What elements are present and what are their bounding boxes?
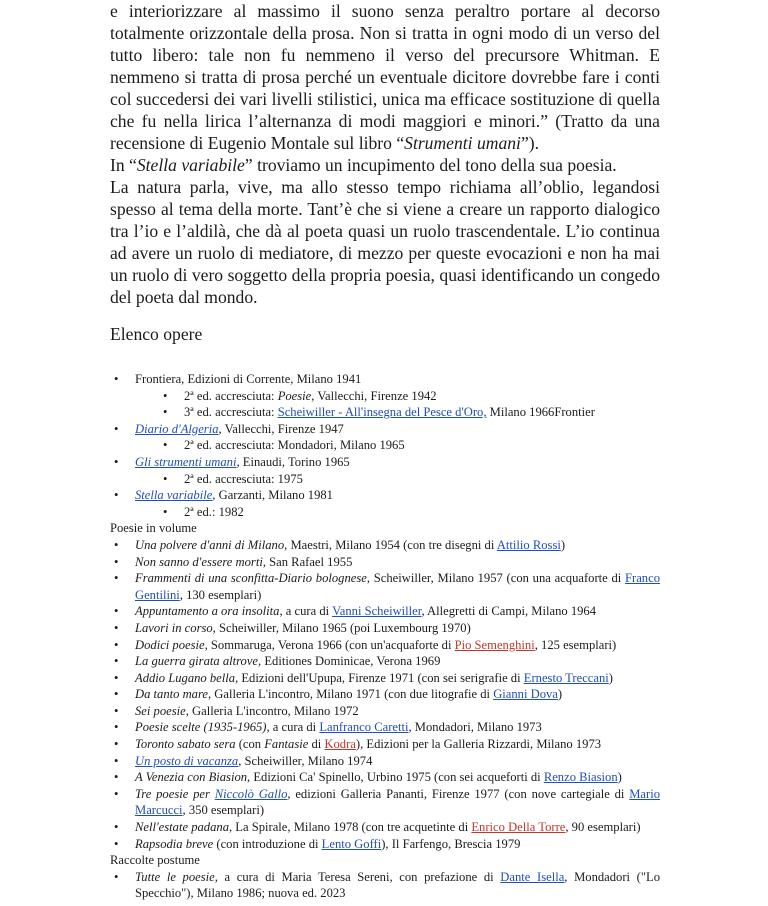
list-item [110, 686, 660, 703]
text: ), Edizioni per la Galleria Rizzardi, Milano 1973 [355, 737, 602, 752]
sub-list [135, 504, 660, 521]
list-item [110, 620, 660, 637]
list-item [110, 719, 660, 736]
postume-list [110, 869, 660, 902]
list-item [110, 753, 660, 770]
list-item [160, 388, 660, 405]
text: 2ª ed. accresciuta: [184, 388, 278, 403]
title: Dodici poesie [135, 637, 205, 652]
text: ) [617, 770, 622, 785]
text: In “ [110, 155, 137, 175]
book-title: Stella variabile [136, 155, 245, 175]
link-enrico-della-torre[interactable]: Enrico Della Torre [471, 820, 566, 835]
link-stella-variabile[interactable]: Stella variabile [135, 488, 213, 503]
sub-list [135, 388, 660, 421]
title: A Venezia con Biasion [135, 770, 248, 785]
list-item [110, 869, 660, 902]
sub-list [135, 471, 660, 488]
text: ) [608, 670, 613, 685]
list-item [110, 537, 660, 554]
sub-list [135, 437, 660, 454]
body-text [110, 0, 660, 308]
text: , Scheiwiller, Milano 1965 (poi Luxembourg 1970) [212, 620, 471, 635]
text: Milano 1966Frontier [486, 405, 595, 420]
text: ), Il Farfengo, Brescia 1979 [381, 836, 521, 851]
book-title: Strumenti umani [404, 133, 521, 153]
text: , Mondadori, Milano 1973 [408, 720, 542, 735]
text: a cura di Maria Teresa Sereni, con prefazione di [217, 869, 501, 884]
link-dante-isella[interactable]: Dante Isella [500, 869, 565, 884]
title: Fantasie [264, 737, 309, 752]
link-strumenti-umani[interactable]: Gli strumenti umani [135, 454, 237, 469]
list-item [110, 703, 660, 720]
link-vanni-scheiwiller[interactable]: Vanni Scheiwiller [332, 604, 422, 619]
text: , 125 esemplari) [534, 637, 617, 652]
text: , Garzanti, Milano 1981 [212, 488, 333, 503]
text: Frontiera, Edizioni di Corrente, Milano 1941 [135, 372, 362, 386]
list-item [110, 570, 660, 603]
paragraph-stella [110, 154, 660, 176]
text: , Galleria L'incontro, Milano 1972 [185, 703, 359, 718]
title: Appuntamento a ora insolita [135, 604, 280, 619]
text: , 90 esemplari) [565, 820, 641, 835]
list-item [110, 653, 660, 670]
title: Poesie [277, 388, 312, 403]
title: Sei poesie [135, 703, 186, 718]
title: Non sanno d'essere morti [135, 554, 263, 569]
list-item [110, 487, 660, 520]
list-item [110, 819, 660, 836]
paragraph-natura: La natura parla, vive, ma allo stesso tempo richiama all’oblio, legandosi spesso al tema della morte. Tant’è che si viene a creare un rapporto dialogico tra l’io e l’aldilà, che dà al poeta quasi un ruolo trascendentale. L’io continua ad avere un ruolo di mediatore, di mezzo per queste evocazioni e non ha mai un ruolo di vero soggetto della propria poesia, quasi identificando un congedo del poeta dal mondo. [110, 177, 660, 307]
text: , Vallecchi, Firenze 1942 [311, 388, 437, 403]
list-item [110, 454, 660, 487]
link-lanfranco-caretti[interactable]: Lanfranco Caretti [319, 720, 409, 735]
text: , a cura di [279, 604, 333, 619]
title: Rapsodia breve [135, 836, 214, 851]
list-item [160, 404, 660, 421]
list-item: • 2ª ed. accresciuta: Mondadori, Milano 1965 [160, 437, 660, 454]
text: , a cura di [266, 720, 320, 735]
text: , 350 esemplari) [182, 803, 265, 818]
text: (con introduzione di [213, 836, 322, 851]
document-page [110, 0, 660, 902]
list-item [110, 603, 660, 620]
paragraph-montale-quote [110, 0, 660, 154]
list-item [110, 554, 660, 571]
text: , Vallecchi, Firenze 1947 [218, 421, 344, 436]
section-title-postume: Raccolte postume [110, 853, 200, 868]
text: , Mondadori ("Lo Specchio"), Milano 1986; nuova ed. 2023 [135, 869, 660, 901]
list-item [110, 786, 660, 819]
list-item: • 2ª ed. accresciuta: 1975 [160, 471, 660, 488]
title: Da tanto mare [135, 687, 208, 702]
text: , Scheiwiller, Milano 1957 (con una acquaforte di [366, 571, 626, 586]
link-ernesto-treccani[interactable]: Ernesto Treccani [523, 670, 609, 685]
link-pio-semenghini[interactable]: Pio Semenghini [454, 637, 535, 652]
list-item: • 2ª ed.: 1982 [160, 504, 660, 521]
list-item [110, 670, 660, 687]
title: Tre poesie per [135, 786, 215, 801]
text: , Maestri, Milano 1954 (con tre disegni di [284, 537, 497, 552]
link-posto-vacanza[interactable]: Un posto di vacanza [135, 753, 239, 768]
quote-end: ”). [520, 133, 540, 153]
list-item [110, 371, 660, 421]
text: , Sommaruga, Verona 1966 (con un'acquaforte di [204, 637, 455, 652]
text: , Edizioni dell'Upupa, Firenze 1971 (con sei serigrafie di [235, 670, 524, 685]
list-item [110, 736, 660, 753]
link-kodra[interactable]: Kodra [324, 737, 356, 752]
section-title-volume: Poesie in volume [110, 521, 197, 536]
list-item [110, 769, 660, 786]
volume-list [110, 537, 660, 852]
text: ) [557, 687, 563, 702]
text: , La Spirale, Milano 1978 (con tre acquetinte di [229, 820, 472, 835]
list-item [110, 637, 660, 654]
text: , edizioni Galleria Pananti, Firenze 1977 (con nove cartegiale di [287, 786, 630, 801]
title: Lavori in corso [135, 620, 213, 635]
title: Addio Lugano bella [135, 670, 236, 685]
text: , 130 esemplari) [179, 587, 262, 602]
link-lento-goffi[interactable]: Lento Goffi [321, 836, 382, 851]
title: Nell'estate padana [135, 820, 229, 835]
link-diario-algeria[interactable]: Diario d'Algeria [135, 421, 219, 436]
text: , Allegretti di Campi, Milano 1964 [421, 604, 597, 619]
text: , Editiones Dominicae, Verona 1969 [258, 654, 441, 669]
text: , San Rafael 1955 [262, 554, 353, 569]
section-heading: Elenco opere [110, 324, 203, 344]
text: , Edizioni Ca' Spinello, Urbino 1975 (con sei acqueforti di [247, 770, 544, 785]
text: (con [235, 737, 265, 752]
text: , Scheiwiller, Milano 1974 [238, 753, 373, 768]
list-item [110, 836, 660, 853]
text: ) [560, 537, 566, 552]
link-niccolo-gallo[interactable]: Niccolò Gallo [214, 786, 288, 801]
link-gianni-dova[interactable]: Gianni Dova [493, 687, 558, 702]
text: di [308, 737, 325, 752]
quote-text: e interiorizzare al massimo il suono senza peraltro portare al decorso totalmente orizzontale della prosa. Non si tratta in ogni modo di un verso del tutto libero: tale non fu nemmeno il verso del precursore Whitman. E nemmeno si tratta di prosa perché un eventuale dicitore dovrebbe fare i conti col succedersi dei vari livelli stilistici, unica ma efficace sostituzione di quella che fu nella lirica l’alternanza di modi maggiori e minori.” (Tratto da una recensione di Eugenio Montale sul libro “ [110, 1, 660, 153]
link-mario-marcucci[interactable]: Mario Marcucci [135, 786, 660, 818]
list-item [110, 421, 660, 454]
title: Tutte le poesie, [135, 869, 218, 884]
works-list [110, 371, 660, 520]
link-attilio-rossi[interactable]: Attilio Rossi [496, 537, 561, 552]
link-franco-gentilini[interactable]: Franco Gentilini [135, 571, 660, 602]
title: Frammenti di una sconfitta-Diario bolognese [135, 571, 367, 586]
title: Toronto sabato sera [135, 737, 236, 752]
link-scheiwiller[interactable]: Scheiwiller - All'insegna del Pesce d'Oro, [277, 405, 487, 420]
text: , Galleria L'incontro, Milano 1971 (con due litografie di [208, 687, 494, 702]
text: , Einaudi, Torino 1965 [236, 454, 350, 469]
link-renzo-biasion[interactable]: Renzo Biasion [543, 770, 618, 785]
title: Poesie scelte (1935-1965) [135, 720, 267, 735]
text: 3ª ed. accresciuta: [184, 405, 278, 420]
text: ” troviamo un incupimento del tono della sua poesia. [244, 155, 617, 175]
title: Una polvere d'anni di Milano [135, 537, 285, 552]
title: La guerra girata altrove [135, 654, 259, 669]
